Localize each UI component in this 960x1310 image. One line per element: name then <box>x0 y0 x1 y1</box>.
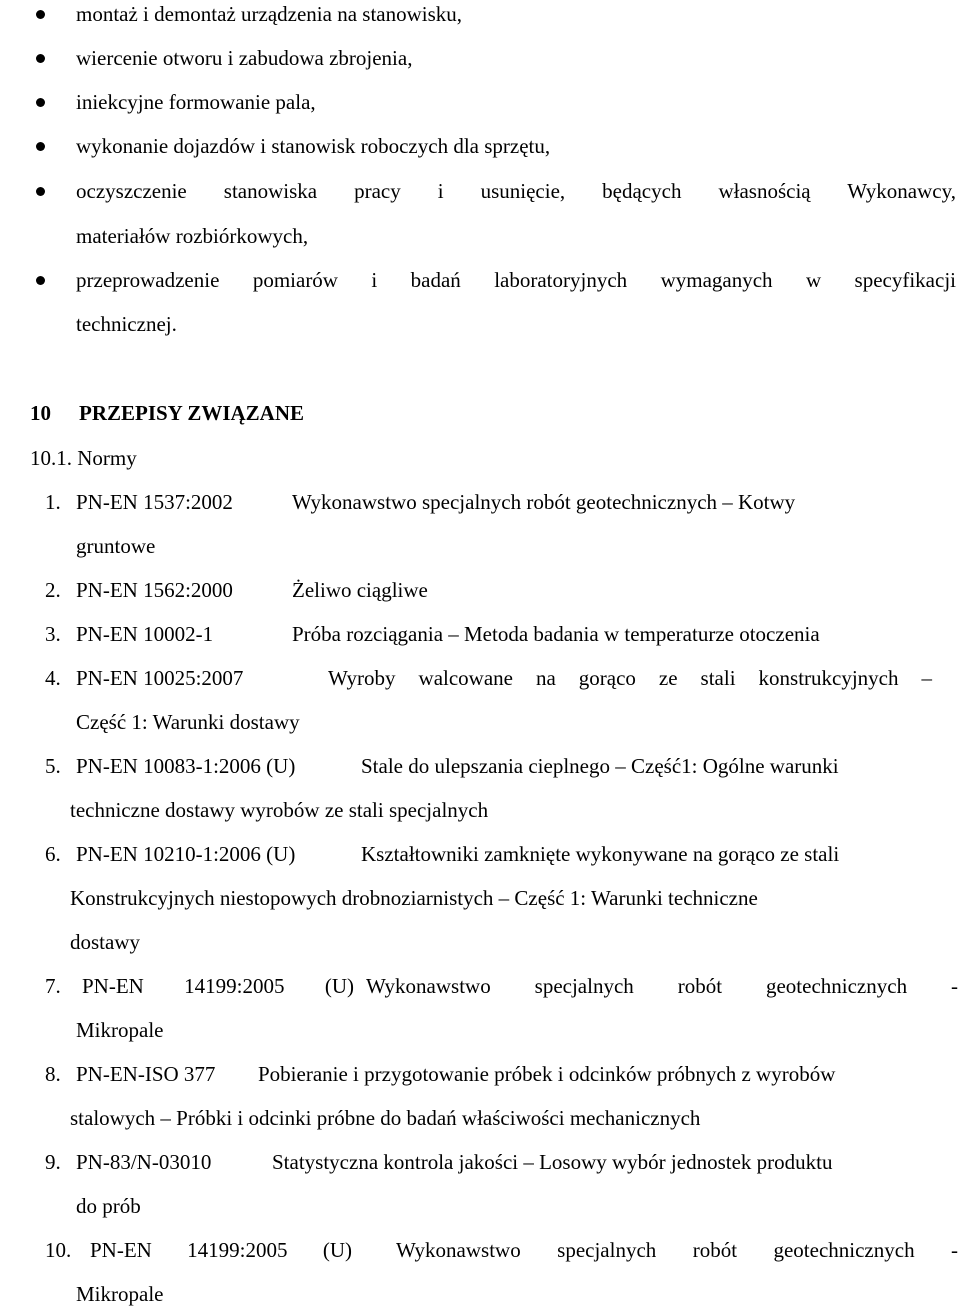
bullet-item: iniekcyjne formowanie pala, <box>76 90 316 114</box>
norm-code: PN-EN 1537:2002 <box>76 490 233 514</box>
norm-title: Statystyczna kontrola jakości – Losowy wybór jednostek produktu <box>272 1150 833 1174</box>
section-heading <box>30 400 304 426</box>
bullet-dot <box>36 98 45 107</box>
norm-title-continuation: gruntowe <box>76 534 156 558</box>
norm-title: Pobieranie i przygotowanie próbek i odcinków próbnych z wyrobów <box>258 1062 836 1086</box>
norm-title-continuation: do prób <box>76 1194 141 1218</box>
norm-number: 4. <box>45 666 61 690</box>
norm-title: Wykonawstwo specjalnych robót geotechnicznych - <box>366 974 958 998</box>
norm-title-continuation: Mikropale <box>76 1018 164 1042</box>
norm-code: PN-EN 1562:2000 <box>76 578 233 602</box>
norm-number: 3. <box>45 622 61 646</box>
norm-title: Stale do ulepszania cieplnego – Część1: Ogólne warunki <box>361 754 839 778</box>
bullet-dot <box>36 276 45 285</box>
norm-number: 8. <box>45 1062 61 1086</box>
norm-number: 9. <box>45 1150 61 1174</box>
norm-code: PN-EN 14199:2005 (U) <box>82 974 354 998</box>
bullet-dot <box>36 187 45 196</box>
norm-title-continuation: Część 1: Warunki dostawy <box>76 710 300 734</box>
norm-code: PN-EN 10210-1:2006 (U) <box>76 842 296 866</box>
norm-title-continuation: Mikropale <box>76 1282 164 1306</box>
norm-title-continuation: Konstrukcyjnych niestopowych drobnoziarnistych – Część 1: Warunki techniczne <box>70 886 758 910</box>
norm-title-continuation: stalowych – Próbki i odcinki próbne do badań właściwości mechanicznych <box>70 1106 701 1130</box>
norm-code: PN-EN 10002-1 <box>76 622 214 646</box>
norm-number: 5. <box>45 754 61 778</box>
norm-code: PN-83/N-03010 <box>76 1150 212 1174</box>
section-title: PRZEPISY ZWIĄZANE <box>79 401 305 425</box>
norm-code: PN-EN 10083-1:2006 (U) <box>76 754 296 778</box>
bullet-dot <box>36 142 45 151</box>
norm-title: Kształtowniki zamknięte wykonywane na gorąco ze stali <box>361 842 840 866</box>
bullet-item: wiercenie otworu i zabudowa zbrojenia, <box>76 46 413 70</box>
subsection-heading: 10.1. Normy <box>30 446 137 470</box>
bullet-item: oczyszczenie stanowiska pracy i usunięcie, będących własnością Wykonawcy, <box>76 179 956 203</box>
norm-code: PN-EN 14199:2005 (U) <box>90 1238 352 1262</box>
section-number: 10 <box>30 401 51 425</box>
norm-title: Wykonawstwo specjalnych robót geotechnicznych - <box>396 1238 958 1262</box>
norm-number: 2. <box>45 578 61 602</box>
bullet-item: wykonanie dojazdów i stanowisk roboczych dla sprzętu, <box>76 134 551 158</box>
norm-title-continuation: dostawy <box>70 930 140 954</box>
bullet-dot <box>36 10 45 19</box>
bullet-item: przeprowadzenie pomiarów i badań laboratoryjnych wymaganych w specyfikacji <box>76 268 956 292</box>
norm-title: Wyroby walcowane na gorąco ze stali konstrukcyjnych – <box>328 666 932 690</box>
norm-title: Wykonawstwo specjalnych robót geotechnicznych – Kotwy <box>292 490 796 514</box>
bullet-item-continuation: technicznej. <box>76 312 177 336</box>
norm-code: PN-EN 10025:2007 <box>76 666 244 690</box>
norm-title-continuation: techniczne dostawy wyrobów ze stali specjalnych <box>70 798 489 822</box>
bullet-item: montaż i demontaż urządzenia na stanowisku, <box>76 2 463 26</box>
norm-number: 10. <box>45 1238 72 1262</box>
norm-code: PN-EN-ISO 377 <box>76 1062 216 1086</box>
bullet-item-continuation: materiałów rozbiórkowych, <box>76 224 309 248</box>
norm-number: 1. <box>45 490 61 514</box>
bullet-dot <box>36 54 45 63</box>
norm-title: Żeliwo ciągliwe <box>292 578 428 602</box>
norm-number: 6. <box>45 842 61 866</box>
norm-title: Próba rozciągania – Metoda badania w temperaturze otoczenia <box>292 622 820 646</box>
norm-number: 7. <box>45 974 61 998</box>
